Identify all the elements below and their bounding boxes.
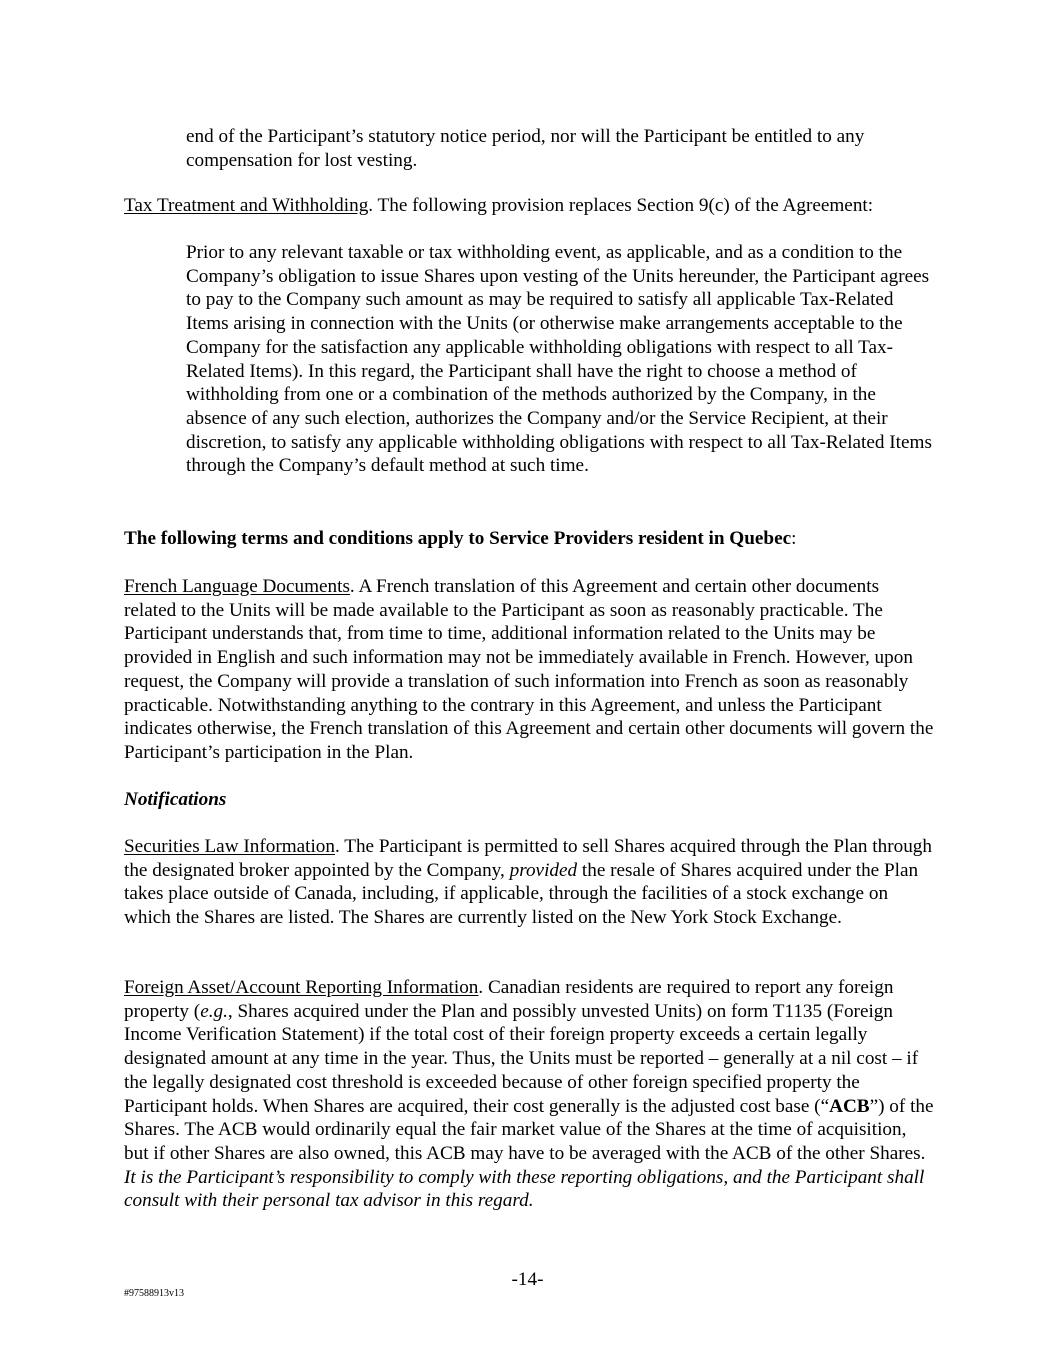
tax-treatment-intro [124, 194, 934, 218]
securities-law-provided: provided [509, 859, 578, 881]
document-id: #97588913v13 [124, 1288, 184, 1299]
french-language-paragraph [124, 575, 934, 765]
foreign-asset-body-a: . Canadian residents are required to report any foreign property ( [124, 977, 894, 1022]
foreign-asset-italic-tail: It is the Participant’s responsibility to comply with these reporting obligations, and the Participant shall consult with their personal tax advisor in this regard. [124, 1166, 925, 1212]
french-language-heading: French Language Documents [124, 576, 350, 597]
tax-treatment-heading: Tax Treatment and Withholding [124, 195, 369, 216]
securities-law-body-a: . The Participant is permitted to sell Shares acquired through the Plan through the designated broker appointed by the Company, [124, 836, 932, 881]
foreign-asset-body-b: , Shares acquired under the Plan and possibly unvested Units) on form T1135 (Foreign Income Verification Statement) if the total cost of their foreign property exceeds a certain legally designated amount at any time in the year. Thus, the Units must be reported – generally at a nil cost – if the legally designated cost threshold is exceeded because of other foreign specified property the Participant holds. When Shares are acquired, their cost generally is the adjusted cost base (“ [124, 1000, 919, 1117]
foreign-asset-body-c: ”) of the Shares. The ACB would ordinarily equal the fair market value of the Shares at the time of acquisition, but if other Shares are also owned, this ACB may have to be averaged with the ACB of the other Shares. [124, 1095, 934, 1164]
french-language-body: . A French translation of this Agreement and certain other documents related to the Units will be made available to the Participant as soon as reasonably practicable. The Participant understands that, from time to time, additional information related to the Units may be provided in English and such information may not be immediately available in French. However, upon request, the Company will provide a translation of such information into French as soon as reasonably practicable. Notwithstanding anything to the contrary in this Agreement, and unless the Participant indicates otherwise, the French translation of this Agreement and certain other documents will govern the Participant’s participation in the Plan. [124, 576, 934, 763]
page-number: -14- [511, 1269, 544, 1290]
continuation-paragraph: end of the Participant’s statutory notice period, nor will the Participant be entitled to any compensation for lost vesting. [186, 126, 865, 171]
securities-law-paragraph [124, 835, 934, 930]
foreign-asset-eg: e.g. [200, 1000, 228, 1022]
securities-law-heading: Securities Law Information [124, 836, 335, 857]
quebec-heading-text: The following terms and conditions apply to Service Providers resident in Quebec [124, 528, 792, 549]
tax-treatment-provision: Prior to any relevant taxable or tax withholding event, as applicable, and as a condition to the Company’s obligation to issue Shares upon vesting of the Units hereunder, the Participant agrees to pay to the Company such amount as may be required to satisfy all applicable Tax-Related Items arising in connection with the Units (or otherwise make arrangements acceptable to the Company for the satisfaction any applicable withholding obligations with respect to all Tax-Related Items). In this regard, the Participant shall have the right to choose a method of withholding from one or a combination of the methods authorized by the Company, in the absence of any such election, authorizes the Company and/or the Service Recipient, at their discretion, to satisfy any applicable withholding obligations with respect to all Tax-Related Items through the Company’s default method at such time. [186, 242, 932, 477]
foreign-asset-heading: Foreign Asset/Account Reporting Information [124, 977, 479, 998]
tax-treatment-intro-text: . The following provision replaces Section 9(c) of the Agreement: [368, 195, 874, 216]
securities-law-body-b: the resale of Shares acquired under the Plan takes place outside of Canada, including, if applicable, through the facilities of a stock exchange on which the Shares are listed. The Shares are currently listed on the New York Stock Exchange. [124, 859, 919, 929]
quebec-heading-colon: : [791, 528, 797, 549]
foreign-asset-acb: ACB [829, 1095, 870, 1117]
quebec-heading [124, 527, 934, 551]
notifications-heading: Notifications [124, 789, 227, 810]
foreign-asset-paragraph [124, 976, 934, 1213]
